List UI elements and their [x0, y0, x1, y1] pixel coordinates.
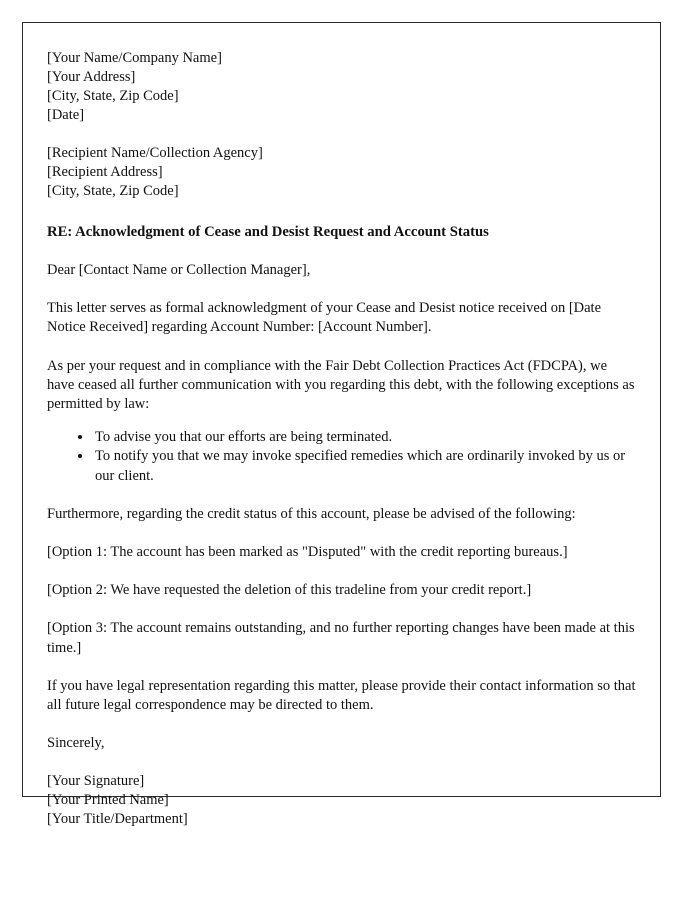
sender-date-line: [Date]: [47, 107, 85, 123]
list-item: • To advise you that our efforts are being terminated.: [93, 428, 637, 447]
recipient-address-block: [47, 144, 637, 201]
exceptions-list: [47, 428, 637, 486]
letter-page: [22, 22, 661, 828]
closing-line: Sincerely,: [47, 735, 105, 752]
printed-name-line: [Your Printed Name]: [47, 792, 169, 809]
title-department-line: [Your Title/Department]: [47, 811, 188, 828]
list-item: • To notify you that we may invoke specified remedies which are ordinarily invoked by us or our client.: [93, 447, 637, 485]
option-paragraph-1: [Option 1: The account has been marked as "Disputed" with the credit reporting bureaus.]: [47, 544, 568, 561]
letter-content: [47, 49, 637, 829]
salutation: Dear [Contact Name or Collection Manager],: [47, 262, 311, 278]
sender-address-line: [Your Name/Company Name]: [47, 50, 222, 66]
option-paragraph-3: [Option 3: The account remains outstanding, and no further reporting changes have been made at this time.]: [47, 620, 635, 656]
recipient-address-line: [City, State, Zip Code]: [47, 183, 179, 199]
subject-line: RE: Acknowledgment of Cease and Desist Request and Account Status: [47, 224, 489, 240]
recipient-address-line: [Recipient Address]: [47, 164, 163, 180]
body-paragraph-1: This letter serves as formal acknowledgment of your Cease and Desist notice received on [Date Notice Received] regarding Account Number: [Account Number].: [47, 300, 602, 336]
signature-block: [47, 772, 637, 829]
sender-address-line: [Your Address]: [47, 69, 136, 85]
address-block-spacer: [47, 125, 637, 144]
sender-address-line: [City, State, Zip Code]: [47, 88, 179, 104]
option-paragraph-2: [Option 2: We have requested the deletion of this tradeline from your credit report.]: [47, 582, 532, 599]
recipient-address-line: [Recipient Name/Collection Agency]: [47, 145, 263, 161]
body-paragraph-2: As per your request and in compliance with the Fair Debt Collection Practices Act (FDCPA), we have ceased all further communication with you regarding this debt, with the following exceptions as permitted by law:: [47, 357, 635, 413]
sender-address-block: [47, 49, 637, 125]
signature-line: [Your Signature]: [47, 773, 145, 790]
body-paragraph-4: If you have legal representation regarding this matter, please provide their contact information so that all future legal correspondence may be directed to them.: [47, 677, 636, 714]
body-paragraph-3: Furthermore, regarding the credit status of this account, please be advised of the following:: [47, 505, 576, 522]
